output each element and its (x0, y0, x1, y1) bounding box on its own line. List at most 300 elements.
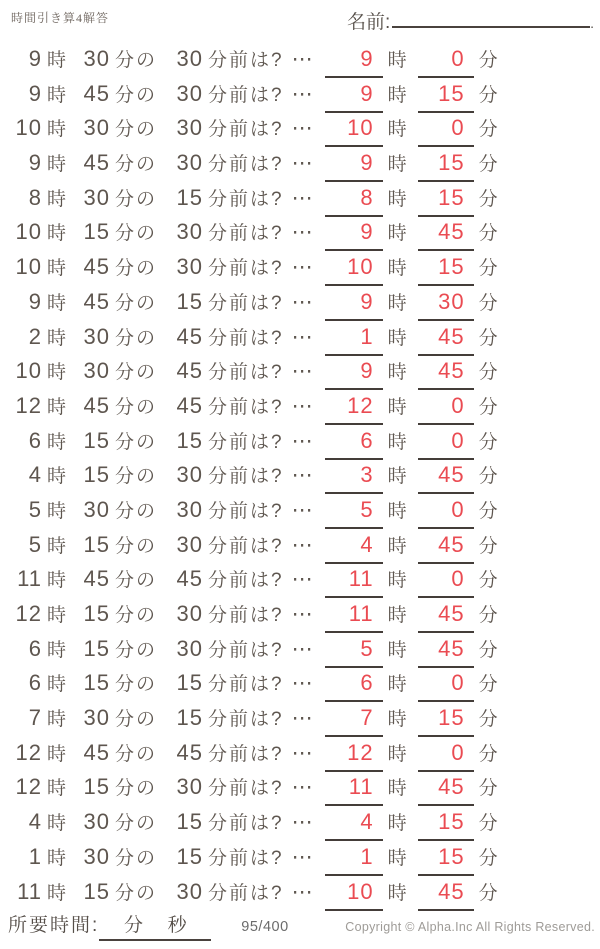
hour-label: 時 (387, 362, 409, 384)
ellipsis: ⋯ (291, 741, 313, 765)
answer-hour-value: 10 (347, 254, 374, 280)
ellipsis: ⋯ (291, 603, 313, 626)
hour-label: 時 (387, 258, 409, 280)
hour-label: 時 (47, 327, 69, 349)
ellipsis: ⋯ (291, 152, 313, 176)
minute-label: 分 (478, 639, 500, 661)
answer-minutes-blank (418, 462, 474, 494)
minutes-before-value: 15 (176, 427, 204, 453)
hour-label: 時 (387, 154, 409, 176)
minutes-before-value: 30 (176, 462, 204, 488)
question-minutes: 45 (83, 739, 111, 765)
minutes-before-label: 分前は? (208, 223, 284, 245)
minute-label: 分 (478, 674, 500, 696)
minute-label: 分 (478, 535, 500, 557)
ellipsis: ⋯ (291, 394, 313, 418)
minutes-before-value: 30 (176, 219, 204, 245)
minutes-of-label: 分の (115, 327, 158, 349)
hour-label: 時 (47, 84, 69, 106)
ellipsis: ⋯ (291, 880, 313, 904)
ellipsis: ⋯ (291, 533, 313, 557)
question-minutes: 15 (83, 670, 111, 696)
answer-minutes-value: 0 (451, 670, 465, 696)
minutes-of-label: 分の (115, 396, 158, 418)
question-minutes: 15 (83, 878, 111, 904)
hour-label: 時 (47, 188, 69, 210)
footer-minutes-label: 分 (123, 915, 143, 936)
question-hour: 2 (28, 323, 42, 349)
question-minutes: 15 (83, 462, 111, 488)
minutes-of-label: 分の (115, 882, 158, 904)
page-number: 95/400 (241, 919, 289, 935)
answer-minutes-value: 45 (438, 531, 465, 557)
ellipsis: ⋯ (291, 256, 313, 280)
answer-hour-blank (325, 462, 383, 494)
answer-minutes-blank (418, 705, 474, 737)
answer-minutes-blank (418, 46, 474, 78)
minutes-of-label: 分の (115, 223, 158, 245)
minutes-before-label: 分前は? (208, 674, 284, 696)
answer-hour-value: 9 (360, 358, 374, 384)
hour-label: 時 (387, 570, 409, 592)
minutes-before-value: 45 (176, 392, 204, 418)
answer-minutes-blank (418, 254, 474, 286)
minutes-before-label: 分前は? (208, 709, 284, 731)
answer-minutes-value: 15 (438, 705, 465, 731)
ellipsis: ⋯ (291, 360, 313, 384)
question-minutes: 45 (83, 566, 111, 592)
hour-label: 時 (387, 778, 409, 800)
question-minutes: 30 (83, 184, 111, 210)
answer-minutes-value: 0 (451, 739, 465, 765)
answer-hour-value: 4 (360, 809, 374, 835)
problem-row (8, 666, 592, 701)
elapsed-time-blank (99, 910, 211, 941)
problems-list (8, 42, 592, 909)
question-minutes: 15 (83, 427, 111, 453)
answer-hour-value: 8 (360, 184, 374, 210)
hour-label: 時 (387, 605, 409, 626)
question-minutes: 30 (83, 496, 111, 522)
answer-hour-blank (325, 740, 383, 772)
answer-hour-blank (325, 532, 383, 564)
hour-label: 時 (387, 327, 409, 349)
question-minutes: 30 (83, 705, 111, 731)
minutes-of-label: 分の (115, 188, 158, 210)
answer-hour-value: 10 (347, 115, 374, 141)
minutes-before-label: 分前は? (208, 847, 284, 869)
problem-row (8, 354, 592, 389)
minutes-of-label: 分の (115, 292, 158, 314)
question-hour: 1 (28, 843, 42, 869)
minutes-of-label: 分の (115, 466, 158, 488)
answer-minutes-value: 0 (451, 115, 465, 141)
answer-minutes-blank (418, 601, 474, 633)
minutes-of-label: 分の (115, 743, 158, 765)
minute-label: 分 (478, 84, 500, 106)
hour-label: 時 (47, 466, 69, 488)
answer-minutes-value: 15 (438, 843, 465, 869)
minute-label: 分 (478, 188, 500, 210)
minutes-before-value: 15 (176, 670, 204, 696)
copyright-text: Copyright © Alpha.Inc All Rights Reserved. (345, 920, 595, 934)
question-hour: 12 (15, 774, 42, 800)
question-hour: 9 (28, 288, 42, 314)
answer-minutes-blank (418, 81, 474, 113)
question-minutes: 15 (83, 219, 111, 245)
hour-label: 時 (47, 154, 69, 176)
hour-label: 時 (47, 813, 69, 835)
minute-label: 分 (478, 431, 500, 453)
ellipsis: ⋯ (291, 637, 313, 661)
minutes-of-label: 分の (115, 362, 158, 384)
ellipsis: ⋯ (291, 82, 313, 106)
answer-minutes-value: 15 (438, 184, 465, 210)
problem-row (8, 42, 592, 77)
minutes-before-label: 分前は? (208, 327, 284, 349)
answer-hour-blank (325, 358, 383, 390)
ellipsis: ⋯ (291, 117, 313, 141)
answer-hour-value: 3 (360, 462, 374, 488)
problem-row (8, 77, 592, 112)
question-hour: 8 (28, 184, 42, 210)
answer-hour-value: 1 (360, 323, 374, 349)
hour-label: 時 (47, 396, 69, 418)
minutes-before-label: 分前は? (208, 292, 284, 314)
answer-minutes-value: 45 (438, 219, 465, 245)
minutes-of-label: 分の (115, 258, 158, 280)
hour-label: 時 (387, 431, 409, 453)
answer-minutes-value: 45 (438, 635, 465, 661)
answer-hour-blank (325, 774, 383, 806)
problem-row (8, 840, 592, 875)
minutes-of-label: 分の (115, 570, 158, 592)
hour-label: 時 (47, 847, 69, 869)
answer-hour-blank (325, 324, 383, 356)
minutes-of-label: 分の (115, 84, 158, 106)
question-hour: 10 (15, 219, 42, 245)
hour-label: 時 (47, 258, 69, 280)
hour-label: 時 (387, 223, 409, 245)
question-minutes: 45 (83, 392, 111, 418)
problem-row (8, 181, 592, 216)
answer-minutes-value: 15 (438, 254, 465, 280)
answer-minutes-blank (418, 393, 474, 425)
ellipsis: ⋯ (291, 811, 313, 835)
question-hour: 7 (28, 705, 42, 731)
hour-label: 時 (387, 709, 409, 731)
hour-label: 時 (47, 292, 69, 314)
question-hour: 10 (15, 358, 42, 384)
minute-label: 分 (478, 327, 500, 349)
answer-minutes-value: 15 (438, 80, 465, 106)
question-minutes: 30 (83, 358, 111, 384)
problem-row (8, 736, 592, 771)
hour-label: 時 (47, 778, 69, 800)
answer-minutes-value: 30 (438, 288, 465, 314)
question-minutes: 15 (83, 601, 111, 626)
question-hour: 11 (17, 878, 42, 904)
answer-minutes-blank (418, 115, 474, 147)
minutes-before-label: 分前は? (208, 813, 284, 835)
ellipsis: ⋯ (291, 672, 313, 696)
answer-minutes-blank (418, 324, 474, 356)
answer-minutes-value: 45 (438, 462, 465, 488)
answer-minutes-value: 0 (451, 566, 465, 592)
minutes-before-label: 分前は? (208, 188, 284, 210)
minutes-before-value: 45 (176, 739, 204, 765)
elapsed-time-label: 所要時間: (8, 915, 100, 936)
minutes-before-value: 15 (176, 809, 204, 835)
minutes-before-label: 分前は? (208, 743, 284, 765)
question-hour: 4 (28, 462, 42, 488)
minutes-of-label: 分の (115, 813, 158, 835)
problem-row (8, 250, 592, 285)
minutes-before-label: 分前は? (208, 431, 284, 453)
answer-hour-blank (325, 46, 383, 78)
answer-hour-value: 9 (360, 219, 374, 245)
answer-hour-value: 4 (360, 531, 374, 557)
problem-row (8, 701, 592, 736)
minutes-of-label: 分の (115, 847, 158, 869)
minutes-of-label: 分の (115, 639, 158, 661)
hour-label: 時 (47, 570, 69, 592)
minutes-of-label: 分の (115, 50, 158, 71)
minutes-before-label: 分前は? (208, 362, 284, 384)
question-hour: 10 (15, 254, 42, 280)
minute-label: 分 (478, 466, 500, 488)
answer-hour-blank (325, 219, 383, 251)
minutes-before-label: 分前は? (208, 258, 284, 280)
minutes-before-label: 分前は? (208, 778, 284, 800)
answer-hour-blank (325, 289, 383, 321)
minutes-of-label: 分の (115, 674, 158, 696)
problem-row (8, 528, 592, 563)
hour-label: 時 (387, 743, 409, 765)
answer-minutes-blank (418, 219, 474, 251)
ellipsis: ⋯ (291, 48, 313, 71)
hour-label: 時 (387, 396, 409, 418)
question-minutes: 30 (83, 46, 111, 71)
question-minutes: 45 (83, 150, 111, 176)
question-minutes: 45 (83, 288, 111, 314)
minute-label: 分 (478, 605, 500, 626)
hour-label: 時 (387, 674, 409, 696)
answer-hour-blank (325, 670, 383, 702)
minute-label: 分 (478, 813, 500, 835)
problem-row (8, 320, 592, 355)
answer-hour-blank (325, 185, 383, 217)
footer (8, 910, 595, 941)
problem-row (8, 424, 592, 459)
answer-hour-value: 11 (348, 774, 374, 800)
minutes-before-value: 30 (176, 80, 204, 106)
answer-hour-blank (325, 81, 383, 113)
minute-label: 分 (478, 154, 500, 176)
ellipsis: ⋯ (291, 707, 313, 731)
question-hour: 9 (28, 46, 42, 71)
question-minutes: 15 (83, 774, 111, 800)
hour-label: 時 (47, 362, 69, 384)
problem-row (8, 562, 592, 597)
problem-row (8, 493, 592, 528)
answer-minutes-value: 45 (438, 878, 465, 904)
answer-hour-value: 9 (360, 150, 374, 176)
answer-minutes-value: 0 (451, 392, 465, 418)
footer-seconds-label: 秒 (167, 915, 187, 936)
answer-hour-value: 1 (360, 843, 374, 869)
answer-hour-value: 11 (348, 601, 374, 626)
hour-label: 時 (47, 500, 69, 522)
question-minutes: 30 (83, 809, 111, 835)
answer-minutes-blank (418, 879, 474, 911)
problem-row (8, 597, 592, 632)
minutes-before-value: 30 (176, 150, 204, 176)
hour-label: 時 (387, 639, 409, 661)
hour-label: 時 (47, 882, 69, 904)
minutes-before-value: 30 (176, 115, 204, 141)
question-minutes: 45 (83, 254, 111, 280)
name-field (347, 6, 594, 34)
problem-row (8, 770, 592, 805)
problem-row (8, 285, 592, 320)
hour-label: 時 (47, 223, 69, 245)
minutes-before-label: 分前は? (208, 882, 284, 904)
ellipsis: ⋯ (291, 845, 313, 869)
ellipsis: ⋯ (291, 221, 313, 245)
hour-label: 時 (387, 119, 409, 141)
question-hour: 4 (28, 809, 42, 835)
minutes-before-label: 分前は? (208, 119, 284, 141)
hour-label: 時 (47, 431, 69, 453)
ellipsis: ⋯ (291, 429, 313, 453)
hour-label: 時 (387, 188, 409, 210)
question-minutes: 30 (83, 843, 111, 869)
minutes-of-label: 分の (115, 535, 158, 557)
answer-hour-value: 9 (360, 80, 374, 106)
answer-minutes-value: 15 (438, 809, 465, 835)
minute-label: 分 (478, 362, 500, 384)
ellipsis: ⋯ (291, 498, 313, 522)
question-hour: 5 (28, 496, 42, 522)
answer-minutes-value: 0 (451, 46, 465, 71)
answer-minutes-value: 0 (451, 496, 465, 522)
minutes-before-value: 30 (176, 531, 204, 557)
ellipsis: ⋯ (291, 568, 313, 592)
minutes-before-value: 15 (176, 184, 204, 210)
minute-label: 分 (478, 292, 500, 314)
minutes-before-label: 分前は? (208, 154, 284, 176)
minutes-before-label: 分前は? (208, 639, 284, 661)
answer-minutes-value: 45 (438, 323, 465, 349)
minute-label: 分 (478, 119, 500, 141)
minutes-of-label: 分の (115, 154, 158, 176)
answer-hour-value: 11 (348, 566, 374, 592)
problem-row (8, 875, 592, 910)
problem-row (8, 632, 592, 667)
minutes-before-label: 分前は? (208, 570, 284, 592)
hour-label: 時 (47, 535, 69, 557)
answer-minutes-blank (418, 497, 474, 529)
answer-hour-value: 12 (347, 392, 374, 418)
answer-minutes-blank (418, 428, 474, 460)
answer-hour-value: 9 (360, 288, 374, 314)
answer-hour-blank (325, 254, 383, 286)
minute-label: 分 (478, 709, 500, 731)
question-hour: 6 (28, 670, 42, 696)
question-hour: 12 (15, 392, 42, 418)
answer-minutes-blank (418, 844, 474, 876)
hour-label: 時 (387, 50, 409, 71)
hour-label: 時 (387, 84, 409, 106)
hour-label: 時 (387, 500, 409, 522)
minute-label: 分 (478, 500, 500, 522)
answer-minutes-blank (418, 636, 474, 668)
minutes-before-value: 30 (176, 601, 204, 626)
minute-label: 分 (478, 258, 500, 280)
answer-minutes-blank (418, 809, 474, 841)
minutes-before-label: 分前は? (208, 396, 284, 418)
question-hour: 5 (28, 531, 42, 557)
answer-hour-blank (325, 879, 383, 911)
name-label: 名前: (347, 12, 391, 33)
minutes-of-label: 分の (115, 500, 158, 522)
hour-label: 時 (387, 292, 409, 314)
problem-row (8, 805, 592, 840)
minute-label: 分 (478, 396, 500, 418)
minute-label: 分 (478, 847, 500, 869)
answer-hour-blank (325, 636, 383, 668)
minutes-of-label: 分の (115, 709, 158, 731)
answer-minutes-blank (418, 774, 474, 806)
question-hour: 6 (28, 427, 42, 453)
question-minutes: 15 (83, 635, 111, 661)
question-minutes: 30 (83, 115, 111, 141)
answer-hour-blank (325, 705, 383, 737)
answer-hour-value: 5 (360, 496, 374, 522)
ellipsis: ⋯ (291, 325, 313, 349)
answer-hour-value: 9 (360, 46, 374, 71)
question-minutes: 45 (83, 80, 111, 106)
answer-hour-blank (325, 393, 383, 425)
answer-minutes-blank (418, 185, 474, 217)
answer-minutes-value: 45 (438, 774, 465, 800)
minutes-before-value: 45 (176, 323, 204, 349)
hour-label: 時 (387, 813, 409, 835)
minutes-before-label: 分前は? (208, 50, 284, 71)
minutes-before-value: 30 (176, 635, 204, 661)
minutes-of-label: 分の (115, 605, 158, 626)
question-hour: 9 (28, 150, 42, 176)
question-hour: 10 (15, 115, 42, 141)
answer-minutes-blank (418, 740, 474, 772)
name-blank-line (392, 6, 590, 28)
worksheet-title: 時間引き算4解答 (11, 11, 110, 25)
question-minutes: 15 (83, 531, 111, 557)
question-minutes: 30 (83, 323, 111, 349)
minutes-before-label: 分前は? (208, 500, 284, 522)
ellipsis: ⋯ (291, 186, 313, 210)
answer-minutes-value: 45 (438, 358, 465, 384)
name-line-period: . (590, 15, 594, 31)
answer-hour-value: 7 (360, 705, 374, 731)
minutes-before-value: 15 (176, 843, 204, 869)
minutes-before-label: 分前は? (208, 84, 284, 106)
answer-hour-blank (325, 844, 383, 876)
answer-hour-blank (325, 497, 383, 529)
question-hour: 9 (28, 80, 42, 106)
answer-hour-value: 5 (360, 635, 374, 661)
